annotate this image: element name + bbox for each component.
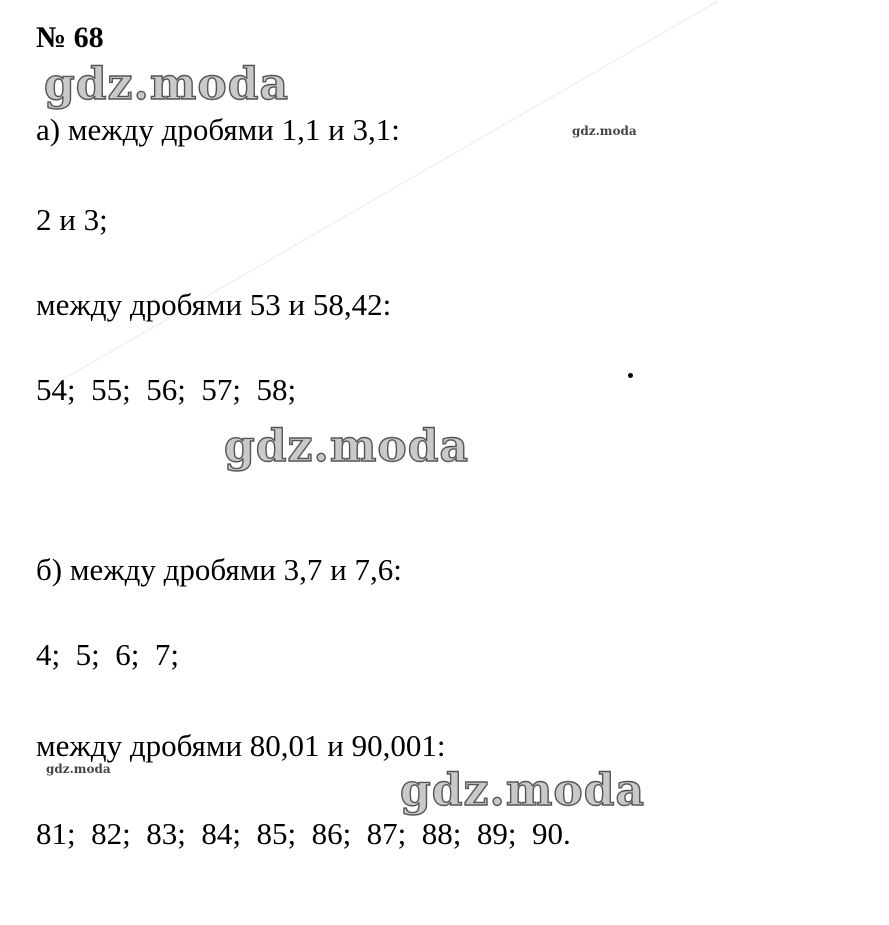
part-a-question-1: а) между дробями 1,1 и 3,1: [36, 112, 400, 147]
part-a-question-2: между дробями 53 и 58,42: [36, 287, 392, 322]
part-b-answer-2: 81; 82; 83; 84; 85; 86; 87; 88; 89; 90. [36, 816, 571, 851]
part-b-question-1: б) между дробями 3,7 и 7,6: [36, 552, 402, 587]
part-a-answer-1: 2 и 3; [36, 202, 108, 237]
watermark-logo: gdz.moda [400, 765, 646, 816]
part-a-answer-2: 54; 55; 56; 57; 58; [36, 372, 297, 407]
part-b-question-2: между дробями 80,01 и 90,001: [36, 728, 446, 763]
watermark-small: gdz.moda [572, 124, 637, 138]
faint-background-stroke [60, 0, 719, 382]
exercise-number: № 68 [36, 21, 104, 54]
stray-dot [628, 373, 633, 378]
watermark-small: gdz.moda [46, 762, 111, 776]
watermark-logo: gdz.moda [44, 59, 290, 110]
part-b-answer-1: 4; 5; 6; 7; [36, 637, 179, 672]
watermark-logo: gdz.moda [224, 421, 470, 472]
